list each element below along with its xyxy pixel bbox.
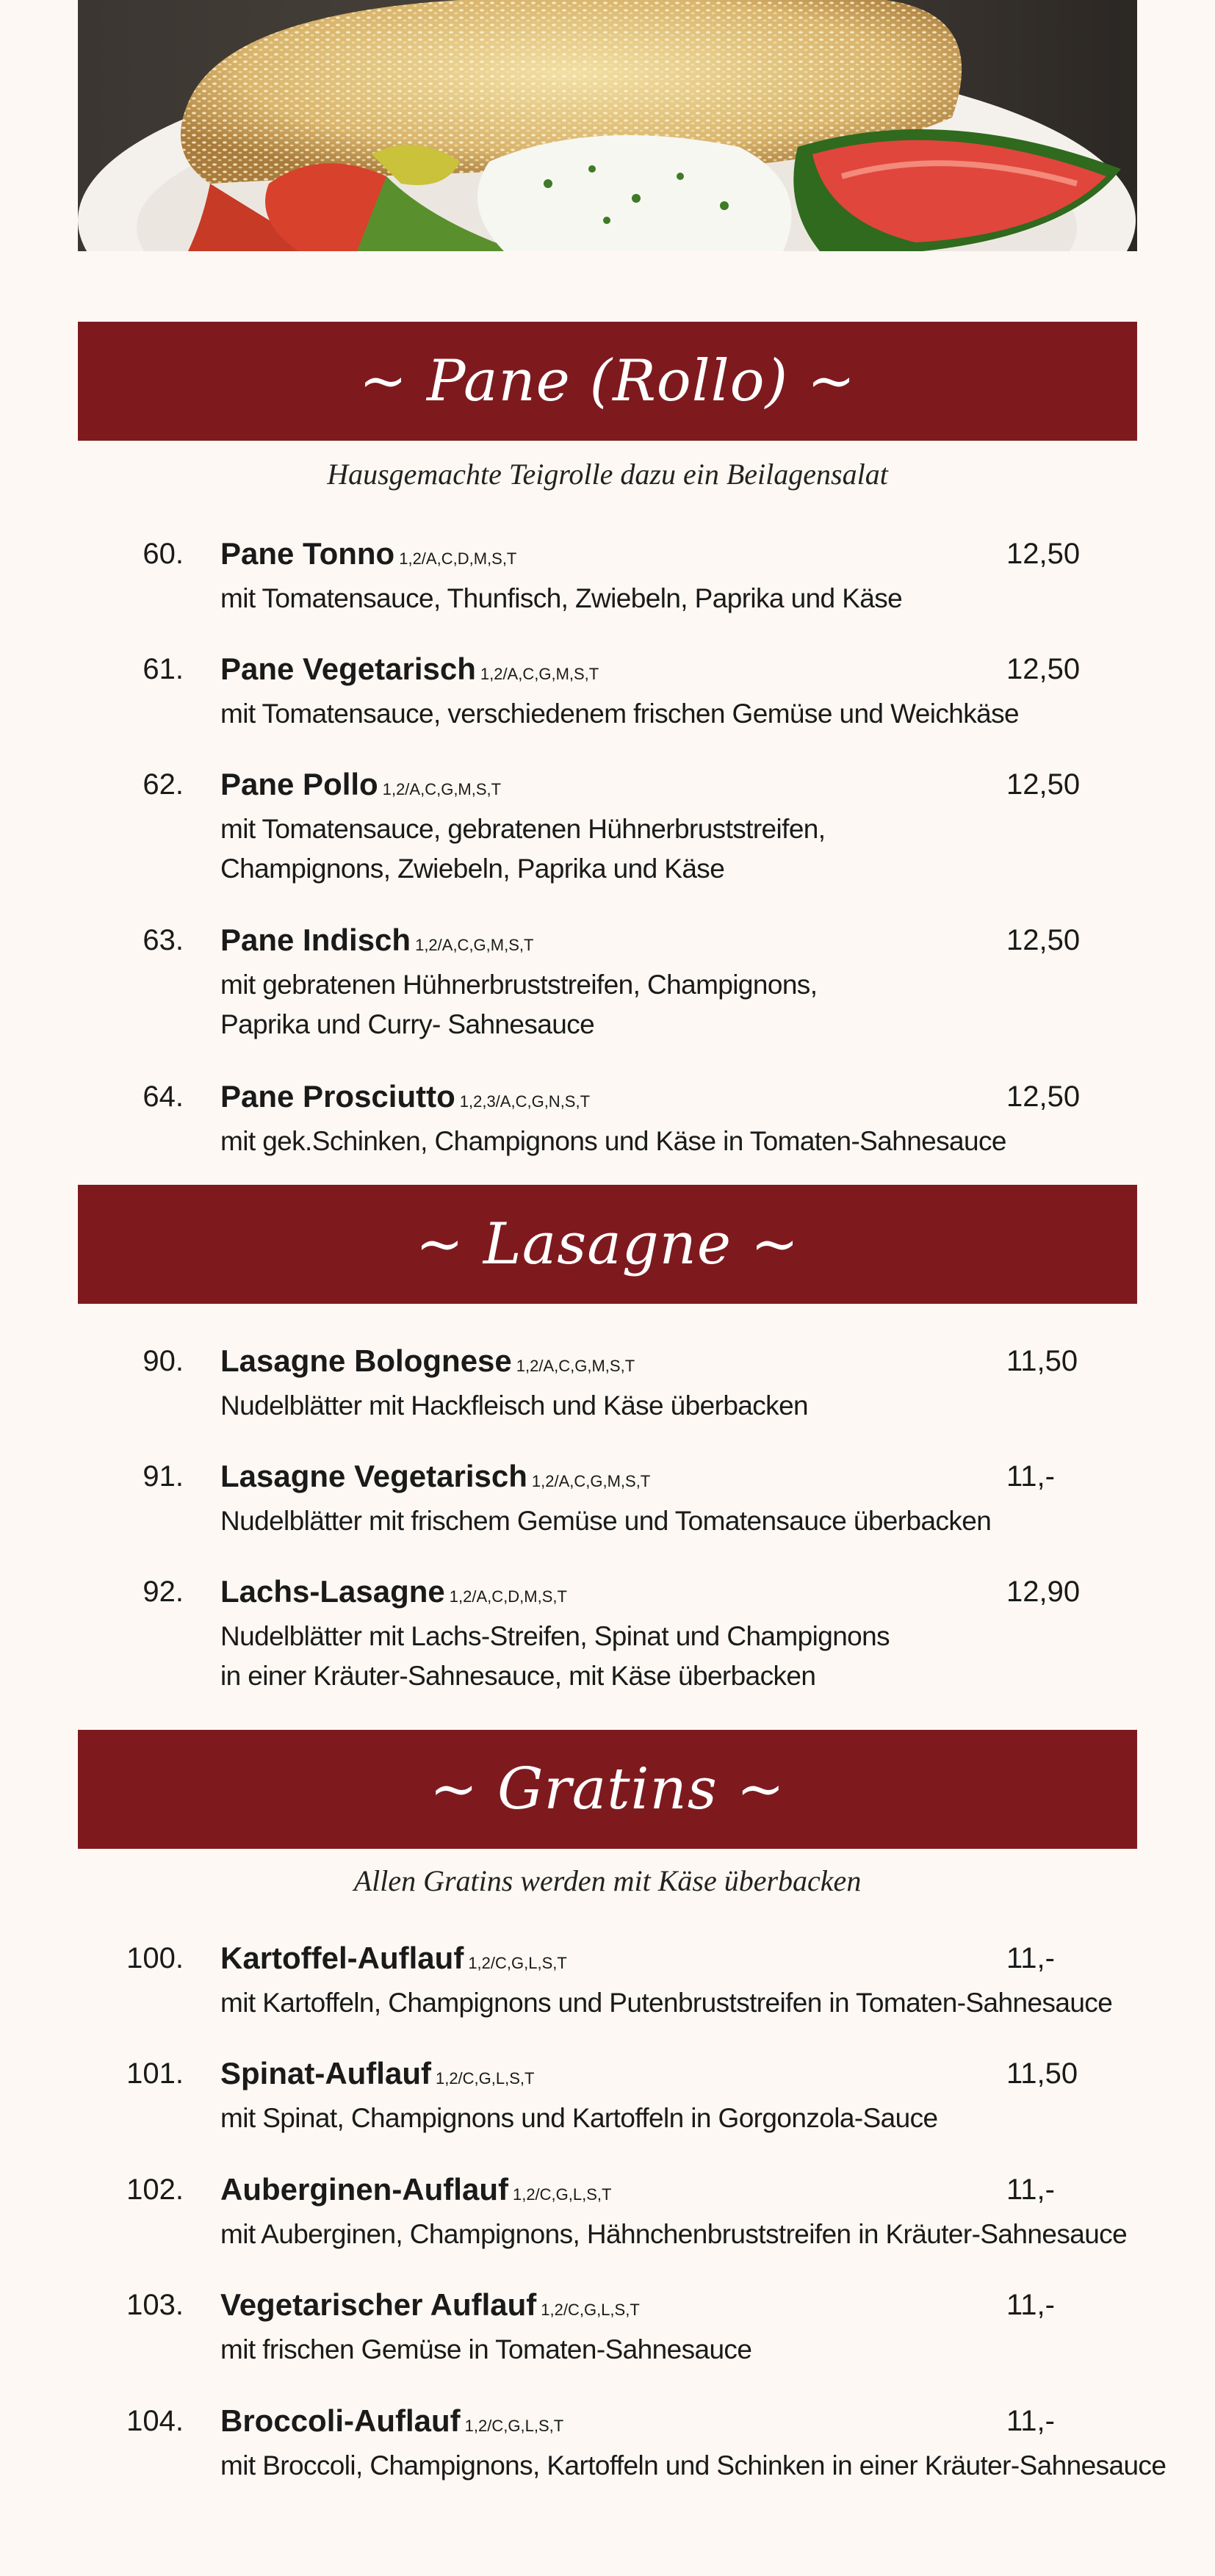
item-name: Lasagne Bolognese bbox=[220, 1343, 512, 1378]
item-description: mit Broccoli, Champignons, Kartoffeln und Schinken in einer Kräuter-Sahnesauce bbox=[220, 2450, 1167, 2481]
item-description-line2: Paprika und Curry- Sahnesauce bbox=[220, 1009, 595, 1039]
item-allergens: 1,2/A,C,G,M,S,T bbox=[415, 936, 534, 954]
item-allergens: 1,2/C,G,L,S,T bbox=[435, 2069, 535, 2088]
section-title-pane: ~ Pane (Rollo) ~ bbox=[358, 348, 857, 414]
item-allergens: 1,2,3/A,C,G,N,S,T bbox=[459, 1092, 591, 1111]
item-name: Lachs-Lasagne bbox=[220, 1574, 445, 1609]
item-price: 12,50 bbox=[1006, 538, 1081, 570]
item-number: 101. bbox=[126, 2057, 184, 2090]
item-name: Broccoli-Auflauf bbox=[220, 2403, 461, 2438]
item-name: Pane Indisch bbox=[220, 923, 411, 957]
section-banner-gratins bbox=[78, 1730, 1137, 1849]
item-allergens: 1,2/A,C,G,M,S,T bbox=[516, 1357, 635, 1375]
item-description-line2: in einer Kräuter-Sahnesauce, mit Käse überbacken bbox=[220, 1661, 816, 1691]
item-number: 100. bbox=[126, 1942, 184, 1974]
item-name: Auberginen-Auflauf bbox=[220, 2172, 508, 2207]
item-name: Spinat-Auflauf bbox=[220, 2056, 431, 2090]
item-description: mit gebratenen Hühnerbruststreifen, Champignons, bbox=[220, 970, 818, 1000]
section-title-gratins: ~ Gratins ~ bbox=[430, 1756, 785, 1822]
item-number: 103. bbox=[126, 2289, 184, 2321]
item-price: 12,90 bbox=[1006, 1576, 1081, 1608]
item-price: 12,50 bbox=[1006, 924, 1081, 956]
item-number: 90. bbox=[143, 1345, 184, 1377]
item-description: mit Auberginen, Champignons, Hähnchenbruststreifen in Kräuter-Sahnesauce bbox=[220, 2219, 1128, 2249]
item-description-line2: Champignons, Zwiebeln, Paprika und Käse bbox=[220, 854, 725, 884]
item-name: Pane Pollo bbox=[220, 767, 378, 801]
item-number: 91. bbox=[143, 1460, 184, 1493]
item-description: mit Spinat, Champignons und Kartoffeln in Gorgonzola-Sauce bbox=[220, 2103, 938, 2133]
section-banner-lasagne bbox=[78, 1185, 1137, 1304]
item-price: 11,- bbox=[1006, 2173, 1055, 2206]
item-number: 61. bbox=[143, 653, 184, 685]
item-allergens: 1,2/A,C,D,M,S,T bbox=[399, 549, 517, 568]
item-number: 92. bbox=[143, 1576, 184, 1608]
item-price: 12,50 bbox=[1006, 1080, 1081, 1113]
item-allergens: 1,2/C,G,L,S,T bbox=[512, 2185, 612, 2204]
item-allergens: 1,2/A,C,G,M,S,T bbox=[480, 665, 599, 683]
item-number: 63. bbox=[143, 924, 184, 956]
item-price: 11,- bbox=[1006, 1460, 1055, 1493]
item-allergens: 1,2/A,C,D,M,S,T bbox=[449, 1587, 567, 1606]
item-allergens: 1,2/A,C,G,M,S,T bbox=[382, 780, 502, 798]
item-description: Nudelblätter mit Lachs-Streifen, Spinat und Champignons bbox=[220, 1621, 890, 1651]
item-description: Nudelblätter mit Hackfleisch und Käse überbacken bbox=[220, 1390, 809, 1421]
food-photo bbox=[78, 0, 1137, 251]
section-title-lasagne: ~ Lasagne ~ bbox=[415, 1211, 800, 1277]
item-price: 11,50 bbox=[1006, 1345, 1078, 1377]
item-number: 64. bbox=[143, 1080, 184, 1113]
item-allergens: 1,2/C,G,L,S,T bbox=[464, 2417, 564, 2435]
item-description: mit Tomatensauce, gebratenen Hühnerbruststreifen, bbox=[220, 814, 826, 844]
item-description: Nudelblätter mit frischem Gemüse und Tomatensauce überbacken bbox=[220, 1506, 992, 1536]
item-allergens: 1,2/A,C,G,M,S,T bbox=[531, 1472, 651, 1490]
item-name: Vegetarischer Auflauf bbox=[220, 2287, 537, 2322]
item-price: 11,- bbox=[1006, 2405, 1055, 2437]
item-price: 11,50 bbox=[1006, 2057, 1078, 2090]
item-description: mit Tomatensauce, Thunfisch, Zwiebeln, Paprika und Käse bbox=[220, 583, 903, 613]
item-allergens: 1,2/C,G,L,S,T bbox=[468, 1954, 567, 1972]
item-name: Kartoffel-Auflauf bbox=[220, 1941, 464, 1975]
item-description: mit frischen Gemüse in Tomaten-Sahnesauce bbox=[220, 2334, 752, 2364]
item-price: 11,- bbox=[1006, 2289, 1055, 2321]
item-number: 62. bbox=[143, 768, 184, 801]
item-name: Pane Prosciutto bbox=[220, 1079, 455, 1114]
item-name: Pane Vegetarisch bbox=[220, 652, 476, 686]
section-subtitle-pane: Hausgemachte Teigrolle dazu ein Beilagensalat bbox=[327, 458, 888, 491]
item-name: Pane Tonno bbox=[220, 536, 395, 571]
item-description: mit gek.Schinken, Champignons und Käse in Tomaten-Sahnesauce bbox=[220, 1126, 1006, 1156]
item-number: 60. bbox=[143, 538, 184, 570]
item-number: 104. bbox=[126, 2405, 184, 2437]
section-subtitle-gratins: Allen Gratins werden mit Käse überbacken bbox=[353, 1864, 862, 1897]
item-name: Lasagne Vegetarisch bbox=[220, 1459, 527, 1493]
item-description: mit Tomatensauce, verschiedenem frischen Gemüse und Weichkäse bbox=[220, 699, 1019, 729]
item-number: 102. bbox=[126, 2173, 184, 2206]
section-banner-pane bbox=[78, 322, 1137, 441]
item-price: 12,50 bbox=[1006, 653, 1081, 685]
item-description: mit Kartoffeln, Champignons und Putenbruststreifen in Tomaten-Sahnesauce bbox=[220, 1988, 1113, 2018]
item-price: 11,- bbox=[1006, 1942, 1055, 1974]
item-price: 12,50 bbox=[1006, 768, 1081, 801]
item-allergens: 1,2/C,G,L,S,T bbox=[541, 2301, 640, 2319]
